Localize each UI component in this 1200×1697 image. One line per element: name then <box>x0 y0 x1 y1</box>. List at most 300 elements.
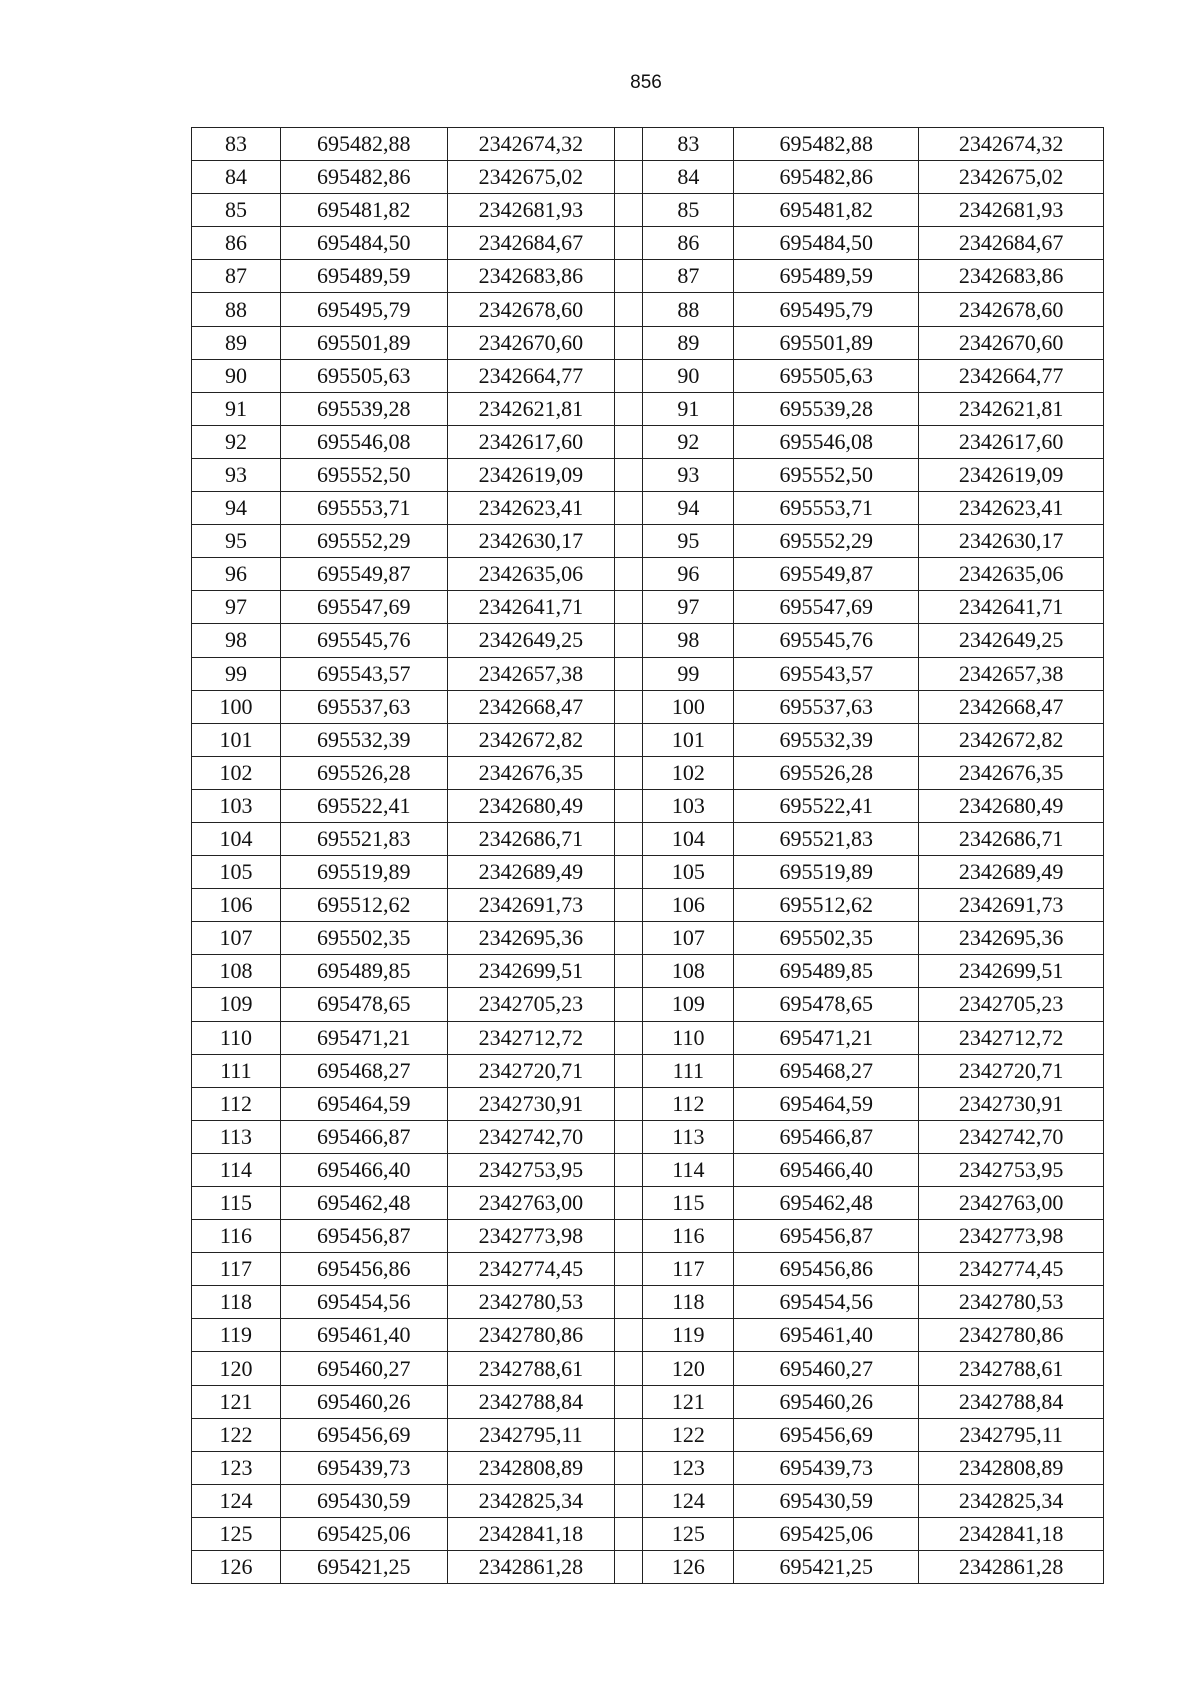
y-coordinate-cell: 2342689,49 <box>447 856 615 889</box>
point-number-cell: 105 <box>643 856 734 889</box>
separator-cell <box>615 525 643 558</box>
separator-cell <box>615 1054 643 1087</box>
x-coordinate-cell: 695462,48 <box>280 1187 447 1220</box>
point-number-cell: 94 <box>192 492 281 525</box>
separator-cell <box>615 889 643 922</box>
separator-cell <box>615 1286 643 1319</box>
y-coordinate-cell: 2342683,86 <box>919 260 1104 293</box>
table-row <box>192 1319 1104 1352</box>
y-coordinate-cell: 2342630,17 <box>919 525 1104 558</box>
x-coordinate-cell: 695546,08 <box>734 425 919 458</box>
separator-cell <box>615 1451 643 1484</box>
separator-cell <box>615 260 643 293</box>
y-coordinate-cell: 2342684,67 <box>919 227 1104 260</box>
y-coordinate-cell: 2342712,72 <box>447 1021 615 1054</box>
coordinates-table-body <box>192 128 1104 1584</box>
table-row <box>192 1253 1104 1286</box>
y-coordinate-cell: 2342788,61 <box>447 1352 615 1385</box>
point-number-cell: 89 <box>192 326 281 359</box>
y-coordinate-cell: 2342773,98 <box>447 1220 615 1253</box>
y-coordinate-cell: 2342678,60 <box>919 293 1104 326</box>
y-coordinate-cell: 2342683,86 <box>447 260 615 293</box>
point-number-cell: 105 <box>192 856 281 889</box>
x-coordinate-cell: 695484,50 <box>280 227 447 260</box>
y-coordinate-cell: 2342841,18 <box>919 1517 1104 1550</box>
point-number-cell: 87 <box>192 260 281 293</box>
x-coordinate-cell: 695461,40 <box>734 1319 919 1352</box>
y-coordinate-cell: 2342691,73 <box>919 889 1104 922</box>
x-coordinate-cell: 695421,25 <box>280 1551 447 1584</box>
x-coordinate-cell: 695425,06 <box>734 1517 919 1550</box>
x-coordinate-cell: 695545,76 <box>280 624 447 657</box>
point-number-cell: 106 <box>192 889 281 922</box>
y-coordinate-cell: 2342680,49 <box>919 789 1104 822</box>
y-coordinate-cell: 2342686,71 <box>919 822 1104 855</box>
table-row <box>192 1187 1104 1220</box>
separator-cell <box>615 458 643 491</box>
y-coordinate-cell: 2342689,49 <box>919 856 1104 889</box>
x-coordinate-cell: 695526,28 <box>280 756 447 789</box>
point-number-cell: 92 <box>643 425 734 458</box>
y-coordinate-cell: 2342763,00 <box>447 1187 615 1220</box>
y-coordinate-cell: 2342780,53 <box>447 1286 615 1319</box>
table-row <box>192 161 1104 194</box>
point-number-cell: 126 <box>643 1551 734 1584</box>
x-coordinate-cell: 695466,40 <box>734 1153 919 1186</box>
x-coordinate-cell: 695481,82 <box>280 194 447 227</box>
y-coordinate-cell: 2342657,38 <box>447 657 615 690</box>
x-coordinate-cell: 695552,29 <box>734 525 919 558</box>
point-number-cell: 124 <box>643 1484 734 1517</box>
x-coordinate-cell: 695532,39 <box>280 723 447 756</box>
point-number-cell: 104 <box>643 822 734 855</box>
separator-cell <box>615 1319 643 1352</box>
point-number-cell: 107 <box>192 922 281 955</box>
point-number-cell: 99 <box>643 657 734 690</box>
table-row <box>192 392 1104 425</box>
y-coordinate-cell: 2342621,81 <box>919 392 1104 425</box>
separator-cell <box>615 392 643 425</box>
y-coordinate-cell: 2342619,09 <box>919 458 1104 491</box>
x-coordinate-cell: 695468,27 <box>280 1054 447 1087</box>
table-row <box>192 624 1104 657</box>
point-number-cell: 104 <box>192 822 281 855</box>
y-coordinate-cell: 2342617,60 <box>447 425 615 458</box>
x-coordinate-cell: 695495,79 <box>280 293 447 326</box>
table-row <box>192 425 1104 458</box>
point-number-cell: 98 <box>643 624 734 657</box>
y-coordinate-cell: 2342788,84 <box>447 1385 615 1418</box>
point-number-cell: 115 <box>643 1187 734 1220</box>
table-row <box>192 359 1104 392</box>
table-row <box>192 194 1104 227</box>
y-coordinate-cell: 2342641,71 <box>447 591 615 624</box>
x-coordinate-cell: 695466,40 <box>280 1153 447 1186</box>
separator-cell <box>615 822 643 855</box>
point-number-cell: 117 <box>192 1253 281 1286</box>
separator-cell <box>615 789 643 822</box>
x-coordinate-cell: 695521,83 <box>280 822 447 855</box>
x-coordinate-cell: 695547,69 <box>280 591 447 624</box>
y-coordinate-cell: 2342691,73 <box>447 889 615 922</box>
y-coordinate-cell: 2342623,41 <box>919 492 1104 525</box>
y-coordinate-cell: 2342699,51 <box>919 955 1104 988</box>
point-number-cell: 109 <box>643 988 734 1021</box>
x-coordinate-cell: 695505,63 <box>280 359 447 392</box>
separator-cell <box>615 194 643 227</box>
point-number-cell: 100 <box>192 690 281 723</box>
x-coordinate-cell: 695471,21 <box>280 1021 447 1054</box>
point-number-cell: 95 <box>643 525 734 558</box>
point-number-cell: 90 <box>192 359 281 392</box>
x-coordinate-cell: 695430,59 <box>734 1484 919 1517</box>
separator-cell <box>615 558 643 591</box>
x-coordinate-cell: 695519,89 <box>280 856 447 889</box>
table-row <box>192 756 1104 789</box>
point-number-cell: 91 <box>192 392 281 425</box>
point-number-cell: 119 <box>192 1319 281 1352</box>
separator-cell <box>615 1220 643 1253</box>
y-coordinate-cell: 2342623,41 <box>447 492 615 525</box>
x-coordinate-cell: 695482,86 <box>734 161 919 194</box>
separator-cell <box>615 955 643 988</box>
point-number-cell: 84 <box>192 161 281 194</box>
y-coordinate-cell: 2342676,35 <box>919 756 1104 789</box>
point-number-cell: 122 <box>192 1418 281 1451</box>
point-number-cell: 83 <box>643 128 734 161</box>
x-coordinate-cell: 695546,08 <box>280 425 447 458</box>
y-coordinate-cell: 2342861,28 <box>919 1551 1104 1584</box>
point-number-cell: 86 <box>192 227 281 260</box>
point-number-cell: 110 <box>643 1021 734 1054</box>
table-row <box>192 591 1104 624</box>
y-coordinate-cell: 2342861,28 <box>447 1551 615 1584</box>
x-coordinate-cell: 695512,62 <box>280 889 447 922</box>
x-coordinate-cell: 695439,73 <box>280 1451 447 1484</box>
table-row <box>192 1021 1104 1054</box>
y-coordinate-cell: 2342753,95 <box>919 1153 1104 1186</box>
point-number-cell: 120 <box>643 1352 734 1385</box>
separator-cell <box>615 1153 643 1186</box>
x-coordinate-cell: 695505,63 <box>734 359 919 392</box>
x-coordinate-cell: 695425,06 <box>280 1517 447 1550</box>
y-coordinate-cell: 2342668,47 <box>919 690 1104 723</box>
point-number-cell: 97 <box>192 591 281 624</box>
point-number-cell: 99 <box>192 657 281 690</box>
y-coordinate-cell: 2342730,91 <box>447 1087 615 1120</box>
x-coordinate-cell: 695539,28 <box>734 392 919 425</box>
y-coordinate-cell: 2342788,61 <box>919 1352 1104 1385</box>
table-row <box>192 789 1104 822</box>
separator-cell <box>615 1551 643 1584</box>
y-coordinate-cell: 2342753,95 <box>447 1153 615 1186</box>
x-coordinate-cell: 695539,28 <box>280 392 447 425</box>
y-coordinate-cell: 2342617,60 <box>919 425 1104 458</box>
x-coordinate-cell: 695478,65 <box>280 988 447 1021</box>
point-number-cell: 114 <box>643 1153 734 1186</box>
point-number-cell: 102 <box>643 756 734 789</box>
y-coordinate-cell: 2342664,77 <box>447 359 615 392</box>
point-number-cell: 94 <box>643 492 734 525</box>
x-coordinate-cell: 695454,56 <box>734 1286 919 1319</box>
table-row <box>192 822 1104 855</box>
y-coordinate-cell: 2342635,06 <box>919 558 1104 591</box>
table-row <box>192 723 1104 756</box>
point-number-cell: 92 <box>192 425 281 458</box>
point-number-cell: 120 <box>192 1352 281 1385</box>
table-row <box>192 1087 1104 1120</box>
x-coordinate-cell: 695537,63 <box>734 690 919 723</box>
y-coordinate-cell: 2342619,09 <box>447 458 615 491</box>
x-coordinate-cell: 695543,57 <box>734 657 919 690</box>
y-coordinate-cell: 2342808,89 <box>919 1451 1104 1484</box>
point-number-cell: 124 <box>192 1484 281 1517</box>
separator-cell <box>615 293 643 326</box>
y-coordinate-cell: 2342742,70 <box>447 1120 615 1153</box>
separator-cell <box>615 856 643 889</box>
x-coordinate-cell: 695519,89 <box>734 856 919 889</box>
x-coordinate-cell: 695501,89 <box>280 326 447 359</box>
separator-cell <box>615 1385 643 1418</box>
x-coordinate-cell: 695489,85 <box>280 955 447 988</box>
table-row <box>192 1418 1104 1451</box>
x-coordinate-cell: 695522,41 <box>280 789 447 822</box>
y-coordinate-cell: 2342788,84 <box>919 1385 1104 1418</box>
point-number-cell: 106 <box>643 889 734 922</box>
separator-cell <box>615 492 643 525</box>
point-number-cell: 108 <box>643 955 734 988</box>
x-coordinate-cell: 695478,65 <box>734 988 919 1021</box>
y-coordinate-cell: 2342649,25 <box>919 624 1104 657</box>
point-number-cell: 118 <box>643 1286 734 1319</box>
y-coordinate-cell: 2342774,45 <box>919 1253 1104 1286</box>
x-coordinate-cell: 695526,28 <box>734 756 919 789</box>
separator-cell <box>615 1484 643 1517</box>
x-coordinate-cell: 695532,39 <box>734 723 919 756</box>
point-number-cell: 116 <box>192 1220 281 1253</box>
x-coordinate-cell: 695484,50 <box>734 227 919 260</box>
y-coordinate-cell: 2342684,67 <box>447 227 615 260</box>
x-coordinate-cell: 695466,87 <box>734 1120 919 1153</box>
point-number-cell: 126 <box>192 1551 281 1584</box>
point-number-cell: 112 <box>192 1087 281 1120</box>
y-coordinate-cell: 2342664,77 <box>919 359 1104 392</box>
x-coordinate-cell: 695552,29 <box>280 525 447 558</box>
point-number-cell: 95 <box>192 525 281 558</box>
x-coordinate-cell: 695461,40 <box>280 1319 447 1352</box>
x-coordinate-cell: 695553,71 <box>734 492 919 525</box>
x-coordinate-cell: 695468,27 <box>734 1054 919 1087</box>
table-row <box>192 558 1104 591</box>
table-row <box>192 128 1104 161</box>
x-coordinate-cell: 695512,62 <box>734 889 919 922</box>
y-coordinate-cell: 2342678,60 <box>447 293 615 326</box>
y-coordinate-cell: 2342730,91 <box>919 1087 1104 1120</box>
point-number-cell: 96 <box>643 558 734 591</box>
point-number-cell: 115 <box>192 1187 281 1220</box>
x-coordinate-cell: 695466,87 <box>280 1120 447 1153</box>
y-coordinate-cell: 2342774,45 <box>447 1253 615 1286</box>
separator-cell <box>615 128 643 161</box>
y-coordinate-cell: 2342763,00 <box>919 1187 1104 1220</box>
y-coordinate-cell: 2342720,71 <box>919 1054 1104 1087</box>
separator-cell <box>615 657 643 690</box>
y-coordinate-cell: 2342675,02 <box>447 161 615 194</box>
x-coordinate-cell: 695482,88 <box>734 128 919 161</box>
point-number-cell: 96 <box>192 558 281 591</box>
x-coordinate-cell: 695495,79 <box>734 293 919 326</box>
table-row <box>192 326 1104 359</box>
x-coordinate-cell: 695502,35 <box>280 922 447 955</box>
x-coordinate-cell: 695552,50 <box>734 458 919 491</box>
table-row <box>192 525 1104 558</box>
y-coordinate-cell: 2342841,18 <box>447 1517 615 1550</box>
table-row <box>192 1517 1104 1550</box>
table-row <box>192 922 1104 955</box>
y-coordinate-cell: 2342795,11 <box>919 1418 1104 1451</box>
x-coordinate-cell: 695489,59 <box>734 260 919 293</box>
x-coordinate-cell: 695460,26 <box>734 1385 919 1418</box>
separator-cell <box>615 723 643 756</box>
point-number-cell: 100 <box>643 690 734 723</box>
y-coordinate-cell: 2342670,60 <box>919 326 1104 359</box>
separator-cell <box>615 1087 643 1120</box>
separator-cell <box>615 1253 643 1286</box>
point-number-cell: 113 <box>643 1120 734 1153</box>
x-coordinate-cell: 695456,86 <box>280 1253 447 1286</box>
table-row <box>192 492 1104 525</box>
point-number-cell: 122 <box>643 1418 734 1451</box>
y-coordinate-cell: 2342780,53 <box>919 1286 1104 1319</box>
x-coordinate-cell: 695543,57 <box>280 657 447 690</box>
y-coordinate-cell: 2342720,71 <box>447 1054 615 1087</box>
x-coordinate-cell: 695489,59 <box>280 260 447 293</box>
x-coordinate-cell: 695439,73 <box>734 1451 919 1484</box>
point-number-cell: 125 <box>192 1517 281 1550</box>
y-coordinate-cell: 2342675,02 <box>919 161 1104 194</box>
coordinates-table <box>191 127 1104 1584</box>
point-number-cell: 121 <box>192 1385 281 1418</box>
separator-cell <box>615 988 643 1021</box>
point-number-cell: 112 <box>643 1087 734 1120</box>
point-number-cell: 90 <box>643 359 734 392</box>
separator-cell <box>615 359 643 392</box>
point-number-cell: 123 <box>643 1451 734 1484</box>
x-coordinate-cell: 695430,59 <box>280 1484 447 1517</box>
table-row <box>192 1054 1104 1087</box>
table-row <box>192 1220 1104 1253</box>
point-number-cell: 98 <box>192 624 281 657</box>
point-number-cell: 107 <box>643 922 734 955</box>
table-row <box>192 889 1104 922</box>
separator-cell <box>615 624 643 657</box>
x-coordinate-cell: 695501,89 <box>734 326 919 359</box>
y-coordinate-cell: 2342668,47 <box>447 690 615 723</box>
y-coordinate-cell: 2342681,93 <box>919 194 1104 227</box>
x-coordinate-cell: 695553,71 <box>280 492 447 525</box>
point-number-cell: 111 <box>192 1054 281 1087</box>
y-coordinate-cell: 2342742,70 <box>919 1120 1104 1153</box>
y-coordinate-cell: 2342630,17 <box>447 525 615 558</box>
separator-cell <box>615 161 643 194</box>
point-number-cell: 84 <box>643 161 734 194</box>
point-number-cell: 89 <box>643 326 734 359</box>
table-row <box>192 1120 1104 1153</box>
point-number-cell: 86 <box>643 227 734 260</box>
point-number-cell: 97 <box>643 591 734 624</box>
y-coordinate-cell: 2342780,86 <box>919 1319 1104 1352</box>
x-coordinate-cell: 695456,69 <box>280 1418 447 1451</box>
y-coordinate-cell: 2342674,32 <box>919 128 1104 161</box>
y-coordinate-cell: 2342695,36 <box>447 922 615 955</box>
table-row <box>192 1484 1104 1517</box>
y-coordinate-cell: 2342657,38 <box>919 657 1104 690</box>
point-number-cell: 103 <box>192 789 281 822</box>
separator-cell <box>615 425 643 458</box>
table-row <box>192 1451 1104 1484</box>
point-number-cell: 116 <box>643 1220 734 1253</box>
y-coordinate-cell: 2342676,35 <box>447 756 615 789</box>
x-coordinate-cell: 695460,26 <box>280 1385 447 1418</box>
table-row <box>192 988 1104 1021</box>
y-coordinate-cell: 2342672,82 <box>919 723 1104 756</box>
table-row <box>192 690 1104 723</box>
separator-cell <box>615 690 643 723</box>
point-number-cell: 101 <box>643 723 734 756</box>
x-coordinate-cell: 695482,88 <box>280 128 447 161</box>
x-coordinate-cell: 695454,56 <box>280 1286 447 1319</box>
point-number-cell: 83 <box>192 128 281 161</box>
point-number-cell: 91 <box>643 392 734 425</box>
y-coordinate-cell: 2342699,51 <box>447 955 615 988</box>
x-coordinate-cell: 695521,83 <box>734 822 919 855</box>
point-number-cell: 119 <box>643 1319 734 1352</box>
point-number-cell: 85 <box>192 194 281 227</box>
point-number-cell: 110 <box>192 1021 281 1054</box>
y-coordinate-cell: 2342674,32 <box>447 128 615 161</box>
x-coordinate-cell: 695421,25 <box>734 1551 919 1584</box>
y-coordinate-cell: 2342621,81 <box>447 392 615 425</box>
y-coordinate-cell: 2342686,71 <box>447 822 615 855</box>
table-row <box>192 227 1104 260</box>
y-coordinate-cell: 2342773,98 <box>919 1220 1104 1253</box>
point-number-cell: 85 <box>643 194 734 227</box>
y-coordinate-cell: 2342825,34 <box>919 1484 1104 1517</box>
point-number-cell: 102 <box>192 756 281 789</box>
x-coordinate-cell: 695547,69 <box>734 591 919 624</box>
point-number-cell: 117 <box>643 1253 734 1286</box>
point-number-cell: 87 <box>643 260 734 293</box>
separator-cell <box>615 326 643 359</box>
page-number: 856 <box>630 72 662 93</box>
point-number-cell: 88 <box>643 293 734 326</box>
point-number-cell: 118 <box>192 1286 281 1319</box>
y-coordinate-cell: 2342795,11 <box>447 1418 615 1451</box>
table-row <box>192 293 1104 326</box>
separator-cell <box>615 1418 643 1451</box>
x-coordinate-cell: 695460,27 <box>734 1352 919 1385</box>
separator-cell <box>615 922 643 955</box>
point-number-cell: 93 <box>643 458 734 491</box>
x-coordinate-cell: 695460,27 <box>280 1352 447 1385</box>
point-number-cell: 114 <box>192 1153 281 1186</box>
y-coordinate-cell: 2342681,93 <box>447 194 615 227</box>
y-coordinate-cell: 2342672,82 <box>447 723 615 756</box>
point-number-cell: 113 <box>192 1120 281 1153</box>
y-coordinate-cell: 2342825,34 <box>447 1484 615 1517</box>
point-number-cell: 111 <box>643 1054 734 1087</box>
point-number-cell: 108 <box>192 955 281 988</box>
